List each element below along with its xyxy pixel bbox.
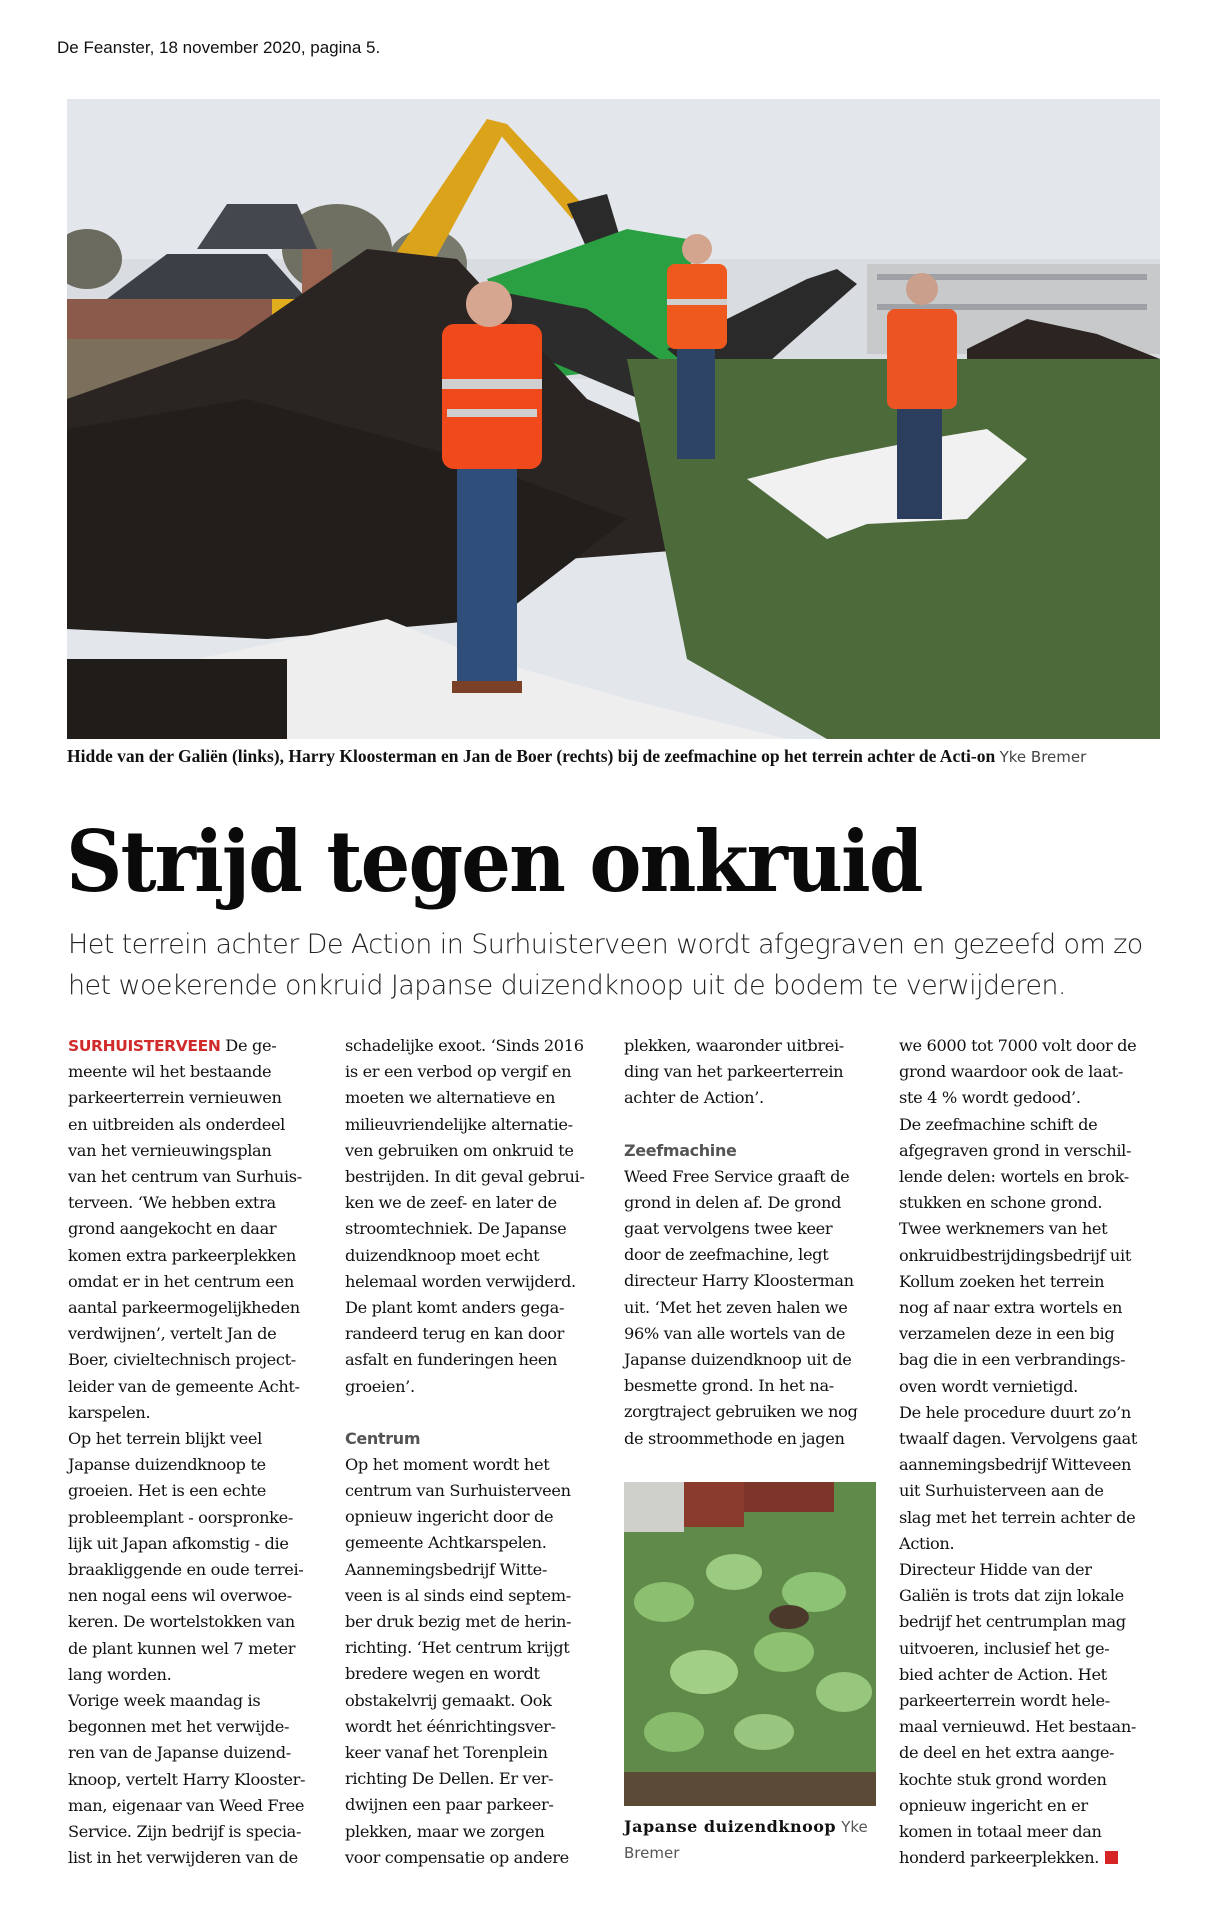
paragraph-text: Directeur Hidde van der Galiën is trots dat zijn lokale bedrijf het centrumplan mag uitvoeren, inclusief het ge- bied achter de Action. Het parkeerterrein wordt hele- maal vernieuwd. Het bestaan- de deel en het extra aange- kochte stuk grond worden opnieuw ingericht en er komen in totaal meer dan honderd parkeerplekken.	[899, 1560, 1137, 1868]
paragraph: plekken, waaronder uitbrei- ding van het parkeerterrein achter de Action’.	[624, 1036, 844, 1108]
plant-caption-text: Japanse duizendknoop	[624, 1817, 837, 1836]
article-column-1	[68, 1033, 330, 1872]
photo-caption-text: Hidde van der Galiën (links), Harry Kloosterman en Jan de Boer (rechts) bij de zeefmachine op het terrein achter de Acti-on	[67, 746, 996, 766]
paragraph: Weed Free Service graaft de grond in delen af. De grond gaat vervolgens twee keer door de zeefmachine, legt directeur Harry Kloosterman uit. ‘Met het zeven halen we 96% van alle wortels van de Japanse duizendknoop uit de besmette grond. In het na- zorgtraject gebruiken we nog de stroommethode en jagen	[624, 1166, 858, 1448]
subhead-zeefmachine: Zeefmachine	[624, 1140, 737, 1160]
article-column-2	[345, 1033, 607, 1871]
paragraph: we 6000 tot 7000 volt door de grond waardoor ook de laat- ste 4 % wordt gedood’.	[899, 1036, 1137, 1108]
paragraph-text: De ge- meente wil het bestaande parkeerterrein vernieuwen en uitbreiden als onderdeel van het vernieuwingsplan van het centrum van Surhuis- terveen. ‘We hebben extra grond aangekocht en daar komen extra parkeerplekken omdat er in het centrum een aantal parkeermogelijkheden verdwijnen’, vertelt Jan de Boer, civieltechnisch project- leider van de gemeente Acht- karspelen.	[68, 1036, 302, 1422]
paragraph: Op het moment wordt het centrum van Surhuisterveen opnieuw ingericht door de gemeente Achtkarspelen. Aannemingsbedrijf Witte- veen is al sinds eind septem- ber druk bezig met de herin- richting. ‘Het centrum krijgt bredere wegen en wordt obstakelvrij gemaakt. Ook wordt het éénrichtingsver- keer vanaf het Torenplein richting De Dellen. Er ver- dwijnen een paar parkeer- plekken, maar we zorgen voor compensatie op andere	[345, 1454, 572, 1867]
knotweed-image	[624, 1482, 876, 1806]
source-line: De Feanster, 18 november 2020, pagina 5.	[57, 38, 381, 57]
plant-caption	[624, 1814, 886, 1866]
photo-caption	[67, 744, 1160, 770]
main-photo	[67, 99, 1160, 739]
paragraph	[68, 1033, 330, 1426]
plant-photo	[624, 1482, 876, 1806]
standfirst: Het terrein achter De Action in Surhuisterveen wordt afgegraven en gezeefd om zo het woekerende onkruid Japanse duizendknoop uit de bodem te verwijderen.	[68, 929, 1143, 1001]
subhead-centrum: Centrum	[345, 1428, 421, 1448]
paragraph: schadelijke exoot. ‘Sinds 2016 is er een verbod op vergif en moeten we alternatieve en milieuvriendelijke alternatie- ven gebruiken om onkruid te bestrijden. In dit geval gebrui- ken we de zeef- en later de stroomtechniek. De Japanse duizendknoop moet echt helemaal worden verwijderd. De plant komt anders gega- randeerd terug en kan door asfalt en funderingen heen groeien’.	[345, 1036, 585, 1396]
dateline: SURHUISTERVEEN	[68, 1037, 221, 1055]
article-column-3	[624, 1033, 886, 1452]
paragraph: Op het terrein blijkt veel Japanse duizendknoop te groeien. Het is een echte probleemplant - oorspronke- lijk uit Japan afkomstig - die braakliggende en oude terrei- nen nogal eens wil overwoe- keren. De wortelstokken van de plant kunnen wel 7 meter lang worden.	[68, 1429, 304, 1684]
plant-photo-credit: Yke Bremer	[624, 1818, 868, 1862]
paragraph: Vorige week maandag is begonnen met het verwijde- ren van de Japanse duizend- knoop, vertelt Harry Klooster- man, eigenaar van Weed Free Service. Zijn bedrijf is specia- list in het verwijderen van de	[68, 1691, 306, 1868]
paragraph: De hele procedure duurt zo’n twaalf dagen. Vervolgens gaat aannemingsbedrijf Witteveen uit Surhuisterveen aan de slag met het terrein achter de Action.	[899, 1402, 1138, 1553]
headline: Strijd tegen onkruid	[66, 812, 922, 911]
paragraph	[899, 1557, 1164, 1871]
article-column-4	[899, 1033, 1164, 1872]
photo-credit: Yke Bremer	[999, 748, 1087, 766]
construction-site-image	[67, 99, 1160, 739]
person-hidde-jacket	[442, 324, 542, 469]
paragraph: De zeefmachine schift de afgegraven grond in verschil- lende delen: wortels en brok- stukken en schone grond. Twee werknemers van het onkruidbestrijdingsbedrijf uit Kollum zoeken het terrein nog af naar extra wortels en verzamelen deze in een big bag die in een verbrandings- oven wordt vernietigd.	[899, 1114, 1132, 1396]
end-of-article-mark	[1105, 1851, 1118, 1864]
